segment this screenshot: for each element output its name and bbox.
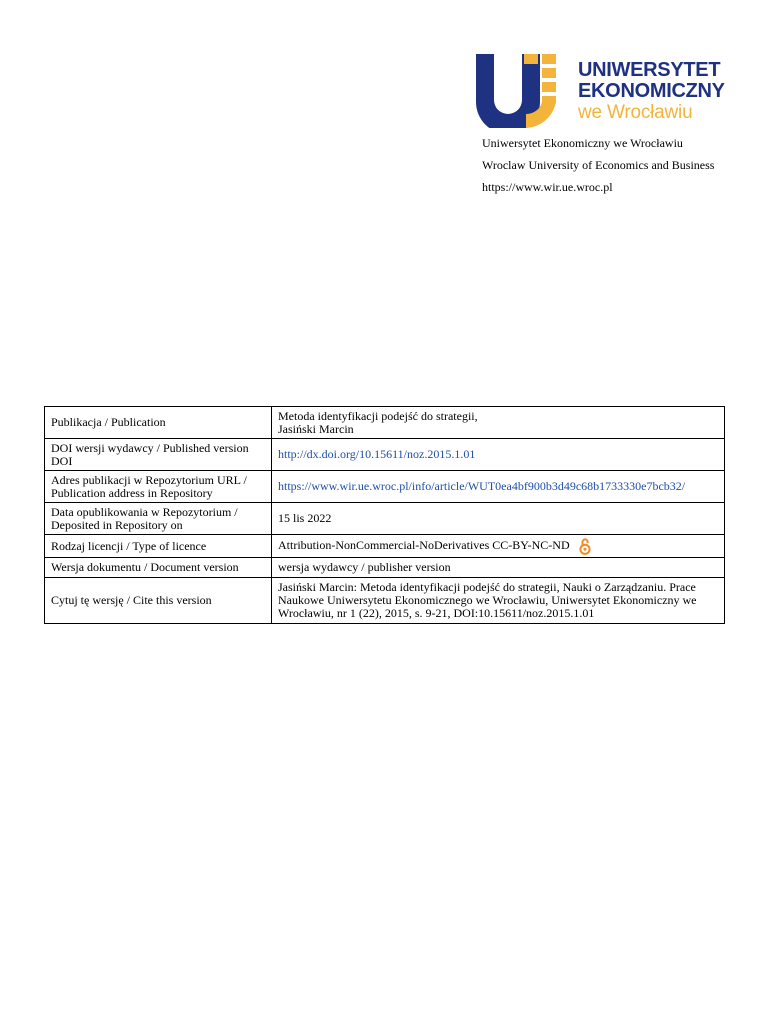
- institution-info: [482, 137, 722, 203]
- university-logo-mark: [474, 50, 558, 128]
- doi-value: [272, 439, 725, 471]
- deposit-date-value: 15 lis 2022: [272, 503, 725, 535]
- repository-url-label: Adres publikacji w Repozytorium URL / Publication address in Repository: [45, 471, 272, 503]
- university-logo: [474, 50, 734, 132]
- repository-url-value: [272, 471, 725, 503]
- licence-text: Attribution-NonCommercial-NoDerivatives CC-BY-NC-ND: [278, 537, 570, 552]
- licence-value: [272, 535, 725, 558]
- row-doi: [45, 439, 725, 471]
- licence-label: Rodzaj licencji / Type of licence: [45, 535, 272, 558]
- citation-label: Cytuj tę wersję / Cite this version: [45, 578, 272, 624]
- publication-title: Metoda identyfikacji podejść do strategii,: [278, 408, 478, 423]
- doi-link[interactable]: http://dx.doi.org/10.15611/noz.2015.1.01: [278, 447, 476, 461]
- publication-label: Publikacja / Publication: [45, 407, 272, 439]
- row-publication: [45, 407, 725, 439]
- publication-author: Jasiński Marcin: [278, 421, 354, 436]
- logo-line-3: we Wrocławiu: [578, 102, 693, 123]
- row-deposit-date: [45, 503, 725, 535]
- citation-value: Jasiński Marcin: Metoda identyfikacji podejść do strategii, Nauki o Zarządzaniu. Prace Naukowe Uniwersytetu Ekonomicznego we Wrocławiu, Uniwersytet Ekonomiczny we Wrocławiu, nr 1 (22), 2015, s. 9-21, DOI:10.15611/noz.2015.1.01: [272, 578, 725, 624]
- document-version-label: Wersja dokumentu / Document version: [45, 558, 272, 578]
- row-repository-url: [45, 471, 725, 503]
- logo-wordmark: [578, 60, 725, 123]
- open-access-icon: [579, 537, 591, 555]
- metadata-table: [44, 406, 725, 624]
- institution-url: https://www.wir.ue.wroc.pl: [482, 180, 613, 194]
- publication-value: [272, 407, 725, 439]
- doi-label: DOI wersji wydawcy / Published version DOI: [45, 439, 272, 471]
- logo-line-2: EKONOMICZNY: [578, 80, 725, 102]
- row-licence: [45, 535, 725, 558]
- row-citation: [45, 578, 725, 624]
- row-document-version: [45, 558, 725, 578]
- institution-name-en: Wroclaw University of Economics and Business: [482, 158, 715, 172]
- institution-name-pl: Uniwersytet Ekonomiczny we Wrocławiu: [482, 136, 683, 150]
- logo-line-1: UNIWERSYTET: [578, 59, 721, 81]
- document-version-value: wersja wydawcy / publisher version: [272, 558, 725, 578]
- deposit-date-label: Data opublikowania w Repozytorium / Deposited in Repository on: [45, 503, 272, 535]
- repository-url-link[interactable]: https://www.wir.ue.wroc.pl/info/article/WUT0ea4bf900b3d49c68b1733330e7bcb32/: [278, 479, 686, 493]
